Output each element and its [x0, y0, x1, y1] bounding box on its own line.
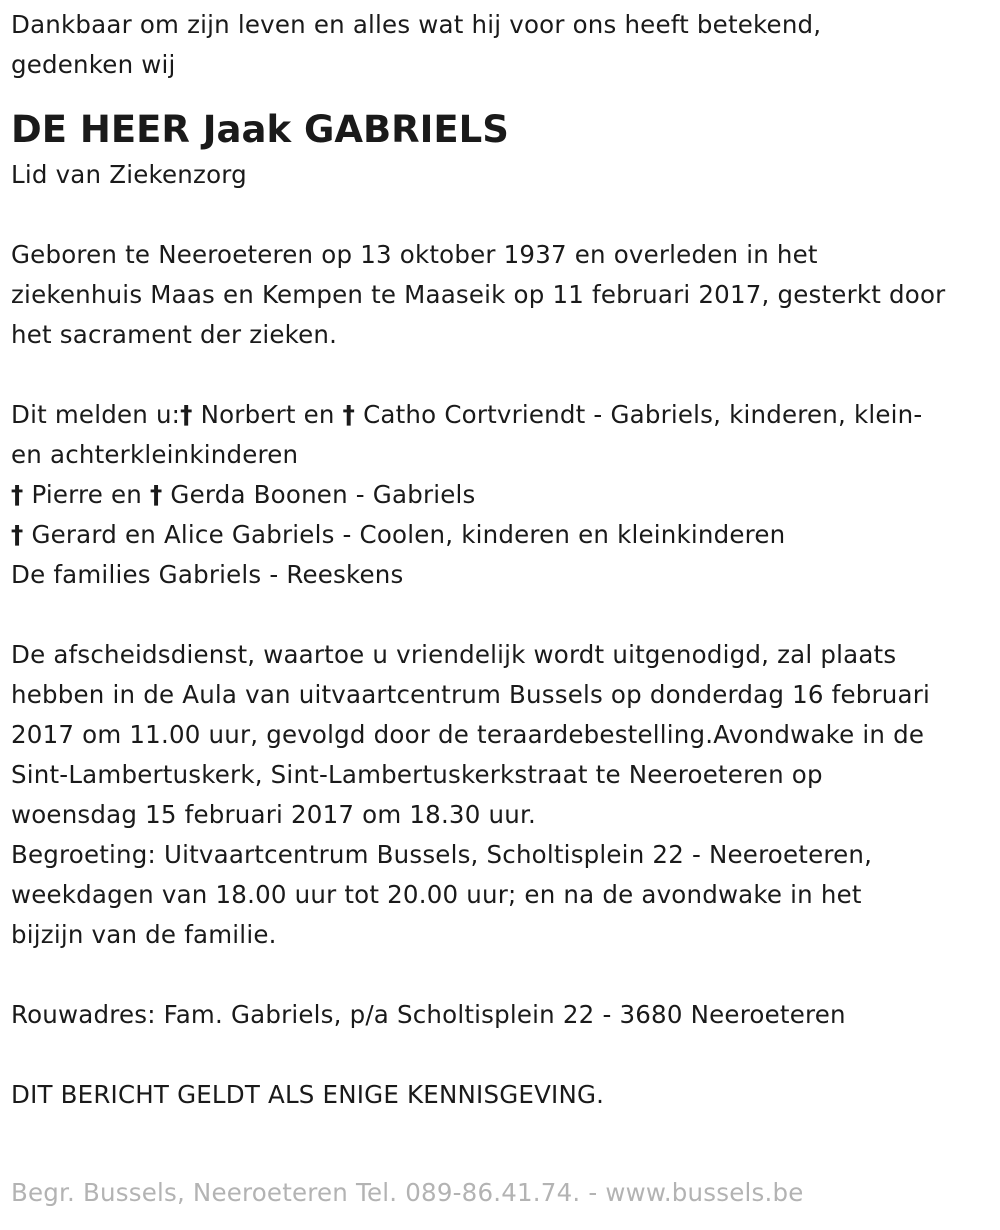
intro-line-2: gedenken wij — [11, 50, 176, 79]
service-line-5: woensdag 15 februari 2017 om 18.30 uur. — [11, 800, 536, 829]
spacer — [11, 355, 991, 395]
family-text: Pierre en — [23, 480, 150, 509]
mourning-address: Rouwadres: Fam. Gabriels, p/a Scholtisplein 22 - 3680 Neeroeteren — [11, 1000, 846, 1029]
family-text: Gerard en Alice Gabriels - Coolen, kinderen en kleinkinderen — [23, 520, 786, 549]
family-line-1 — [11, 395, 991, 435]
family-line-2: en achterkleinkinderen — [11, 440, 299, 469]
family-line-3 — [11, 475, 991, 515]
deceased-subtitle: Lid van Ziekenzorg — [11, 160, 247, 189]
funeral-home-footer: Begr. Bussels, Neeroeteren Tel. 089-86.41.74. - www.bussels.be — [11, 1178, 804, 1207]
family-line-4 — [11, 515, 991, 555]
service-line-8: bijzijn van de familie. — [11, 920, 277, 949]
spacer — [11, 1035, 991, 1075]
service-line-3: 2017 om 11.00 uur, gevolgd door de teraardebestelling.Avondwake in de — [11, 720, 925, 749]
family-line-5: De families Gabriels - Reeskens — [11, 560, 404, 589]
spacer — [11, 955, 991, 995]
family-text: Norbert en — [192, 400, 343, 429]
family-text: Catho Cortvriendt - Gabriels, kinderen, klein- — [355, 400, 923, 429]
spacer — [11, 595, 991, 635]
service-line-1: De afscheidsdienst, waartoe u vriendelijk wordt uitgenodigd, zal plaats — [11, 640, 897, 669]
birth-death-line-3: het sacrament der zieken. — [11, 320, 338, 349]
birth-death-line-1: Geboren te Neeroeteren op 13 oktober 1937 en overleden in het — [11, 240, 818, 269]
birth-death-line-2: ziekenhuis Maas en Kempen te Maaseik op 11 februari 2017, gesterkt door — [11, 280, 946, 309]
death-notice — [11, 5, 991, 1115]
family-prefix: Dit melden u: — [11, 400, 181, 429]
service-line-7: weekdagen van 18.00 uur tot 20.00 uur; en na de avondwake in het — [11, 880, 862, 909]
cross-icon: † — [149, 480, 163, 509]
cross-icon: † — [180, 400, 193, 429]
deceased-name: DE HEER Jaak GABRIELS — [11, 108, 509, 151]
notice-statement: DIT BERICHT GELDT ALS ENIGE KENNISGEVING. — [11, 1080, 605, 1109]
spacer — [11, 195, 991, 235]
cross-icon: † — [342, 400, 356, 429]
family-text: Gerda Boonen - Gabriels — [162, 480, 476, 509]
service-line-6: Begroeting: Uitvaartcentrum Bussels, Scholtisplein 22 - Neeroeteren, — [11, 840, 873, 869]
service-line-4: Sint-Lambertuskerk, Sint-Lambertuskerkstraat te Neeroeteren op — [11, 760, 823, 789]
cross-icon: † — [11, 480, 24, 509]
service-line-2: hebben in de Aula van uitvaartcentrum Bussels op donderdag 16 februari — [11, 680, 931, 709]
intro-line-1: Dankbaar om zijn leven en alles wat hij voor ons heeft betekend, — [11, 10, 822, 39]
cross-icon: † — [11, 520, 24, 549]
